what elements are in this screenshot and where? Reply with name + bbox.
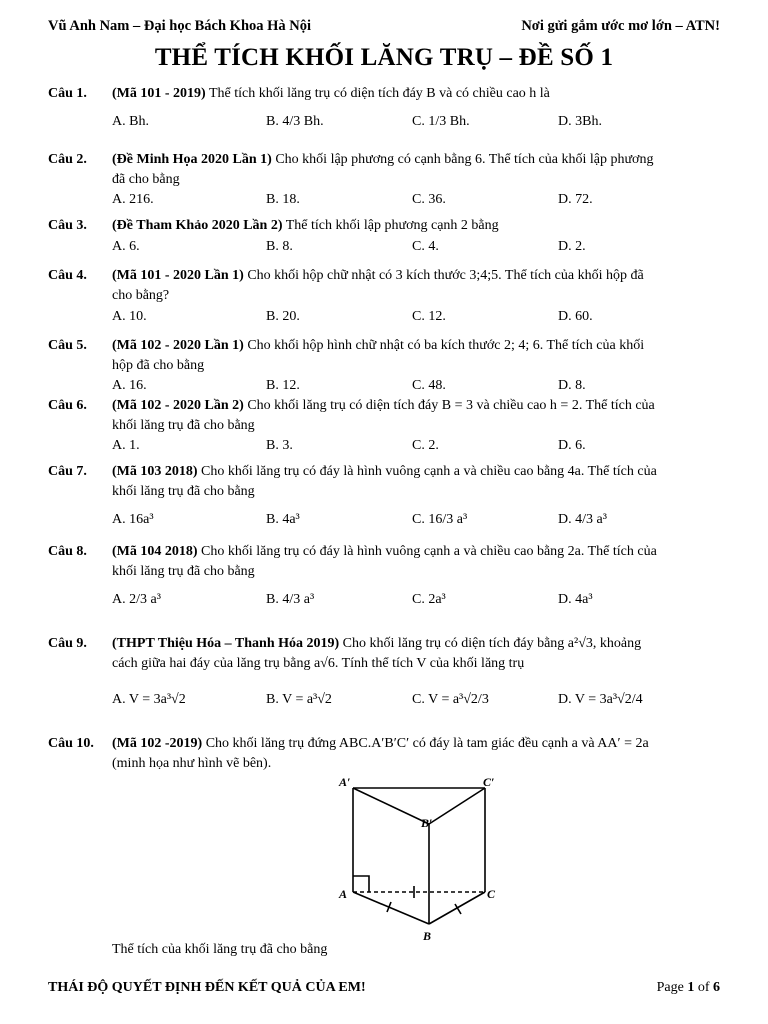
question-text: [112, 634, 724, 674]
answer-option[interactable]: D. 4/3 a³: [558, 512, 607, 527]
question-stem-cont: đã cho bằng: [112, 172, 180, 187]
question-text: [112, 336, 724, 376]
question-number: Câu 2.: [48, 152, 87, 167]
answer-option[interactable]: A. 16a³: [112, 512, 154, 527]
answer-option[interactable]: B. 8.: [266, 239, 293, 254]
question-text: [112, 542, 724, 582]
answer-options: [112, 112, 724, 142]
question-source: (Mã 103 2018): [112, 464, 198, 479]
question-stem-cont: hộp đã cho bằng: [112, 358, 205, 373]
answer-options: [112, 690, 724, 720]
label-a: A: [339, 887, 348, 901]
answer-option[interactable]: D. V = 3a³√2/4: [558, 692, 643, 707]
label-c-prime: C′: [483, 775, 495, 789]
answer-option[interactable]: B. V = a³√2: [266, 692, 332, 707]
answer-option[interactable]: D. 2.: [558, 239, 586, 254]
question-stem: Cho khối lăng trụ có đáy là hình vuông cạnh a và chiều cao bằng 4a. Thể tích của: [201, 464, 657, 479]
answer-options: [112, 436, 724, 466]
question-stem-cont: khối lăng trụ đã cho bằng: [112, 418, 255, 433]
question-stem: Thể tích khối lập phương cạnh 2 bằng: [285, 218, 499, 233]
answer-option[interactable]: C. 48.: [412, 378, 446, 393]
question-source: (Đề Tham Khảo 2020 Lần 2): [112, 218, 283, 233]
question-source: (Mã 101 - 2020 Lần 1): [112, 268, 244, 283]
answer-options: [112, 237, 724, 267]
answer-options: [112, 307, 724, 337]
answer-options: [112, 190, 724, 220]
question-text: [112, 462, 724, 502]
question-source: (Mã 102 - 2020 Lần 2): [112, 398, 244, 413]
answer-option[interactable]: C. 2.: [412, 438, 439, 453]
answer-options: [112, 510, 724, 540]
question-number: Câu 1.: [48, 86, 87, 101]
question-number: Câu 6.: [48, 398, 87, 413]
question-stem: Cho khối lăng trụ có đáy là hình vuông cạnh a và chiều cao bằng 2a. Thể tích của: [201, 544, 657, 559]
answer-option[interactable]: C. 4.: [412, 239, 439, 254]
label-c: C: [487, 887, 496, 901]
answer-option[interactable]: B. 4/3 Bh.: [266, 114, 324, 129]
answer-option[interactable]: B. 20.: [266, 309, 300, 324]
question-number: Câu 7.: [48, 464, 87, 479]
question-stem: Cho khối hộp hình chữ nhật có ba kích thước 2; 4; 6. Thể tích của khối: [247, 338, 645, 353]
question-text: [112, 84, 724, 104]
question-stem-cont: khối lăng trụ đã cho bằng: [112, 484, 255, 499]
answer-option[interactable]: B. 12.: [266, 378, 300, 393]
answer-option[interactable]: C. V = a³√2/3: [412, 692, 489, 707]
question-source: (Mã 101 - 2019): [112, 86, 206, 101]
answer-option[interactable]: A. 6.: [112, 239, 140, 254]
answer-option[interactable]: A. 16.: [112, 378, 147, 393]
answer-option[interactable]: C. 36.: [412, 192, 446, 207]
answer-option[interactable]: D. 6.: [558, 438, 586, 453]
answer-option[interactable]: A. 2/3 a³: [112, 592, 161, 607]
question-source: (Mã 102 -2019): [112, 736, 203, 751]
question-source: (Mã 104 2018): [112, 544, 198, 559]
answer-option[interactable]: A. Bh.: [112, 114, 149, 129]
answer-option[interactable]: B. 18.: [266, 192, 300, 207]
answer-option[interactable]: A. V = 3a³√2: [112, 692, 186, 707]
question-number: Câu 8.: [48, 544, 87, 559]
answer-option[interactable]: C. 12.: [412, 309, 446, 324]
question-source: (Mã 102 - 2020 Lần 1): [112, 338, 244, 353]
question-source: (Đề Minh Họa 2020 Lần 1): [112, 152, 272, 167]
answer-option[interactable]: B. 4/3 a³: [266, 592, 315, 607]
question-number: Câu 9.: [48, 636, 87, 651]
question-stem: Cho khối hộp chữ nhật có 3 kích thước 3;4;5. Thể tích của khối hộp đã: [247, 268, 644, 283]
question-number: Câu 3.: [48, 218, 87, 233]
answer-option[interactable]: C. 2a³: [412, 592, 446, 607]
label-a-prime: A′: [339, 775, 351, 789]
question-text: [112, 734, 724, 774]
answer-option[interactable]: D. 8.: [558, 378, 586, 393]
answer-option[interactable]: B. 3.: [266, 438, 293, 453]
answer-option[interactable]: D. 3Bh.: [558, 114, 602, 129]
question-stem: Cho khối lập phương có cạnh bằng 6. Thể tích của khối lập phương: [275, 152, 654, 167]
answer-options: [112, 590, 724, 620]
page-number: Page 1 of 6: [656, 980, 720, 995]
label-b: B: [423, 929, 432, 943]
answer-option[interactable]: D. 72.: [558, 192, 593, 207]
answer-option[interactable]: C. 1/3 Bh.: [412, 114, 470, 129]
question-stem: Cho khối lăng trụ có diện tích đáy B = 3 và chiều cao h = 2. Thể tích của: [247, 398, 655, 413]
prism-figure: [325, 772, 525, 944]
footer-slogan: THÁI ĐỘ QUYẾT ĐỊNH ĐẾN KẾT QUẢ CỦA EM!: [48, 980, 366, 995]
answer-option[interactable]: C. 16/3 a³: [412, 512, 468, 527]
answer-option[interactable]: D. 4a³: [558, 592, 593, 607]
question-stem: Cho khối lăng trụ đứng ABC.A′B′C′ có đáy là tam giác đều cạnh a và AA′ = 2a: [205, 736, 649, 751]
question-stem: Thể tích khối lăng trụ có diện tích đáy B và có chiều cao h là: [208, 86, 550, 101]
question-prompt: Thể tích của khối lăng trụ đã cho bằng: [112, 942, 328, 957]
question-text: [112, 150, 724, 190]
page-title: THỂ TÍCH KHỐI LĂNG TRỤ – ĐỀ SỐ 1: [154, 44, 614, 71]
question-source: (THPT Thiệu Hóa – Thanh Hóa 2019): [112, 636, 340, 651]
answer-option[interactable]: A. 216.: [112, 192, 154, 207]
header-left: Vũ Anh Nam – Đại học Bách Khoa Hà Nội: [48, 18, 312, 34]
question-text: [112, 266, 724, 306]
label-b-prime: B′: [421, 816, 433, 830]
question-stem-cont: (minh họa như hình vẽ bên).: [112, 756, 272, 771]
header-right: Nơi gửi gắm ước mơ lớn – ATN!: [521, 18, 720, 34]
question-stem-cont: khối lăng trụ đã cho bằng: [112, 564, 255, 579]
answer-option[interactable]: B. 4a³: [266, 512, 300, 527]
question-number: Câu 10.: [48, 736, 94, 751]
question-stem-cont: cách giữa hai đáy của lăng trụ bằng a√6. Tính thể tích V của khối lăng trụ: [112, 656, 525, 671]
answer-option[interactable]: D. 60.: [558, 309, 593, 324]
answer-option[interactable]: A. 1.: [112, 438, 140, 453]
answer-option[interactable]: A. 10.: [112, 309, 147, 324]
question-stem: Cho khối lăng trụ có diện tích đáy bằng a²√3, khoảng: [342, 636, 642, 651]
question-stem-cont: cho bằng?: [112, 288, 170, 303]
question-number: Câu 4.: [48, 268, 87, 283]
question-number: Câu 5.: [48, 338, 87, 353]
answer-options: [112, 376, 724, 406]
